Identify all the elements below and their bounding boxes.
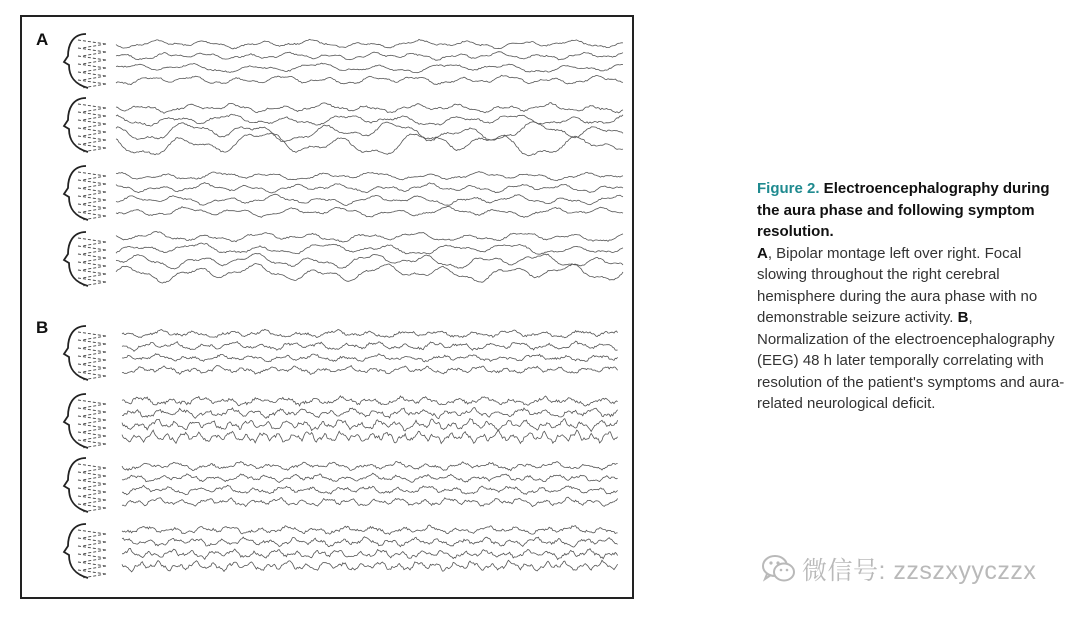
eeg-trace-a4-3 [116, 253, 623, 269]
eeg-trace-a2-3 [116, 122, 623, 142]
eeg-trace-a1-2 [116, 52, 623, 61]
eeg-trace-a3-3 [116, 194, 623, 205]
head-diagram-a2 [64, 98, 106, 152]
wechat-icon [762, 554, 796, 584]
caption-part-b-text: , Normalization of the electroencephalography (EEG) 48 h later temporally correlating with resolution of the patient's symptoms and aura-related neurological deficit. [757, 309, 1065, 412]
head-diagram-a4 [64, 232, 106, 286]
eeg-trace-b1-1 [122, 329, 618, 337]
head-diagram-b2 [64, 394, 106, 448]
panel-label-b: B [36, 318, 49, 337]
wechat-watermark [762, 551, 1036, 587]
eeg-trace-b4-4 [122, 560, 618, 572]
eeg-trace-b3-1 [122, 462, 618, 471]
eeg-trace-a1-4 [116, 75, 623, 84]
eeg-trace-b2-3 [122, 419, 618, 432]
eeg-trace-b3-2 [122, 473, 618, 482]
eeg-trace-a2-1 [116, 103, 623, 114]
eeg-trace-a2-2 [116, 114, 623, 126]
eeg-trace-b2-2 [122, 408, 618, 419]
eeg-trace-b4-2 [122, 537, 618, 547]
eeg-trace-a4-2 [116, 243, 623, 254]
eeg-trace-a2-4 [116, 133, 623, 156]
eeg-trace-a1-1 [116, 39, 623, 49]
eeg-trace-b1-4 [122, 365, 618, 374]
eeg-trace-a4-1 [116, 232, 623, 243]
head-diagram-a3 [64, 166, 106, 220]
caption-part-b-label: B [957, 309, 969, 326]
caption-title: Electroencephalography during the aura phase and following symptom resolution. [757, 180, 1050, 240]
head-diagram-b3 [64, 458, 106, 512]
head-diagram-b4 [64, 524, 106, 578]
watermark-text: 微信号: zzszxyyczzx [802, 557, 1037, 585]
eeg-trace-b3-4 [122, 497, 618, 506]
eeg-trace-a1-3 [116, 63, 623, 73]
eeg-trace-b4-3 [122, 548, 618, 559]
eeg-trace-b2-1 [122, 396, 618, 406]
caption-figure-number: Figure 2. [757, 180, 820, 197]
eeg-trace-a3-4 [116, 206, 623, 217]
eeg-trace-a3-2 [116, 183, 623, 193]
eeg-trace-b1-3 [122, 354, 618, 362]
eeg-trace-b1-2 [122, 341, 618, 351]
caption-part-a-text: , Bipolar montage left over right. Focal slowing throughout the right cerebral hemisphere during the aura phase with no demonstrable seizure activity. [757, 244, 1038, 326]
eeg-trace-a4-4 [116, 264, 623, 284]
caption-part-a-label: A [757, 244, 768, 262]
figure-caption [757, 178, 1067, 415]
eeg-trace-b2-4 [122, 430, 618, 443]
head-diagram-a1 [64, 34, 106, 88]
head-diagram-b1 [64, 326, 106, 380]
eeg-trace-a3-1 [116, 172, 623, 181]
panel-label-a: A [36, 30, 49, 49]
eeg-trace-b3-3 [122, 485, 618, 494]
eeg-trace-b4-1 [122, 525, 618, 535]
